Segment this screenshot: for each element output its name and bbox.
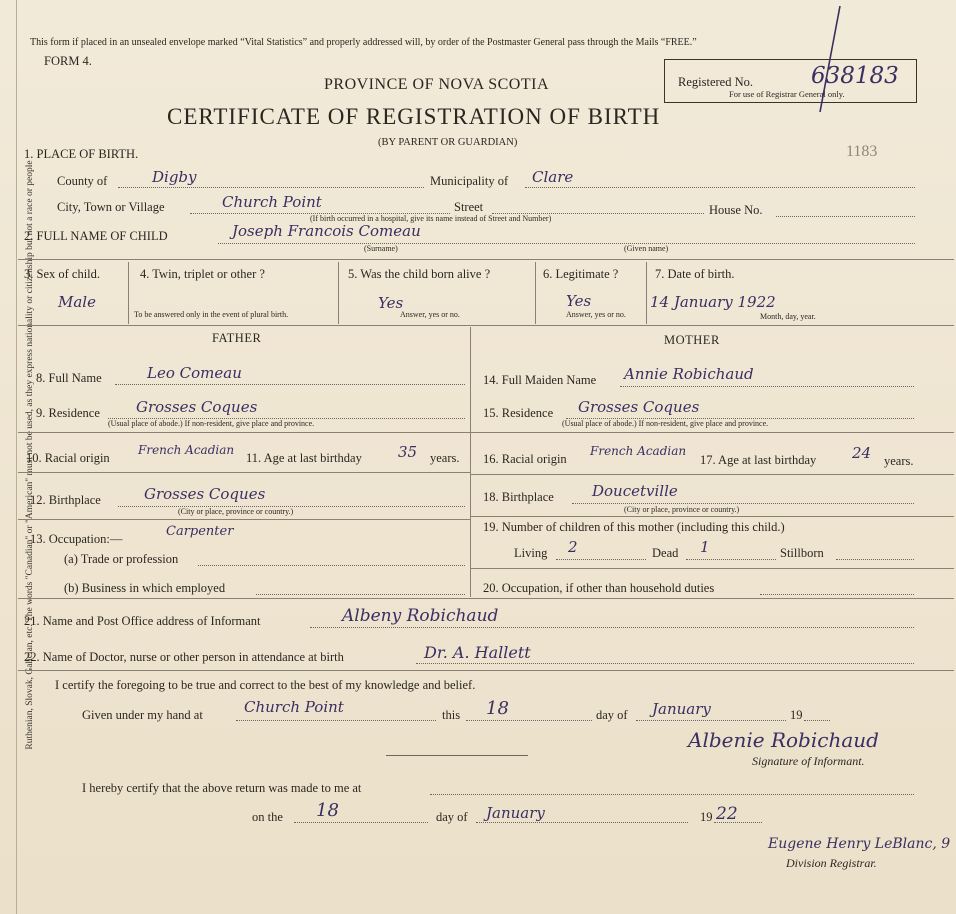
given-place-line bbox=[236, 720, 436, 721]
registered-number: 638183 bbox=[811, 63, 899, 89]
certificate-title: CERTIFICATE OF REGISTRATION OF BIRTH bbox=[167, 104, 661, 129]
mother-birthplace-line bbox=[572, 503, 914, 504]
father-age-label: 11. Age at last birthday bbox=[246, 451, 362, 465]
father-rule-c bbox=[18, 519, 470, 520]
given-year-line bbox=[804, 720, 830, 721]
divider-4 bbox=[338, 262, 339, 324]
legitimate-note: Answer, yes or no. bbox=[566, 310, 626, 319]
corner-number: 1183 bbox=[846, 143, 878, 160]
mother-name-value[interactable]: Annie Robichaud bbox=[624, 365, 754, 383]
father-birthplace-label: 12. Birthplace bbox=[30, 493, 101, 507]
mother-rule-a bbox=[470, 432, 954, 433]
registrar-year-value[interactable]: 22 bbox=[716, 804, 738, 824]
division-registrar-label: Division Registrar. bbox=[786, 856, 877, 870]
birth-date-value[interactable]: 14 January 1922 bbox=[650, 293, 776, 311]
mother-years: years. bbox=[884, 454, 914, 468]
county-value[interactable]: Digby bbox=[152, 168, 197, 186]
father-occupation-label: 13. Occupation:— bbox=[30, 532, 123, 546]
father-race-value[interactable]: French Acadian bbox=[138, 443, 235, 457]
registrar-statement: I hereby certify that the above return was made to me at bbox=[82, 781, 362, 795]
birth-date-note: Month, day, year. bbox=[760, 312, 816, 321]
given-place-value[interactable]: Church Point bbox=[244, 698, 344, 716]
mother-rule-b bbox=[470, 474, 954, 475]
legitimate-value[interactable]: Yes bbox=[566, 292, 592, 310]
given-name-note: (Given name) bbox=[624, 244, 669, 253]
mother-age-label: 17. Age at last birthday bbox=[700, 453, 817, 467]
municipality-line bbox=[525, 187, 915, 188]
mother-residence-note: (Usual place of abode.) If non-resident, give place and province. bbox=[562, 419, 769, 428]
city-label: City, Town or Village bbox=[57, 200, 165, 214]
doctor-value[interactable]: Dr. A. Hallett bbox=[424, 643, 531, 662]
signature-rule bbox=[386, 755, 528, 756]
father-residence-note: (Usual place of abode.) If non-resident, give place and province. bbox=[108, 419, 315, 428]
mother-residence-value[interactable]: Grosses Coques bbox=[578, 398, 700, 416]
father-rule-a bbox=[18, 432, 470, 433]
mother-birthplace-note: (City or place, province or country.) bbox=[624, 505, 740, 514]
mother-rule-d bbox=[470, 568, 954, 569]
informant-value[interactable]: Albeny Robichaud bbox=[342, 606, 499, 626]
child-name-value[interactable]: Joseph Francois Comeau bbox=[232, 222, 421, 240]
doctor-label: 22. Name of Doctor, nurse or other person in attendance at birth bbox=[24, 650, 344, 664]
dead-value[interactable]: 1 bbox=[700, 538, 710, 556]
informant-label: 21. Name and Post Office address of Informant bbox=[24, 614, 261, 628]
sex-label: 3. Sex of child. bbox=[24, 267, 101, 281]
given-month-line bbox=[636, 720, 786, 721]
born-alive-value[interactable]: Yes bbox=[378, 294, 404, 312]
mother-occupation-line bbox=[760, 594, 914, 595]
rule-1 bbox=[18, 259, 954, 260]
certificate-subtitle: (BY PARENT OR GUARDIAN) bbox=[378, 137, 518, 148]
doctor-line bbox=[416, 663, 914, 664]
father-residence-value[interactable]: Grosses Coques bbox=[136, 398, 258, 416]
mother-race-value[interactable]: French Acadian bbox=[590, 444, 687, 458]
father-occupation-value[interactable]: Carpenter bbox=[166, 524, 234, 539]
father-birthplace-value[interactable]: Grosses Coques bbox=[144, 485, 266, 503]
child-name-label: 2. FULL NAME OF CHILD bbox=[24, 229, 168, 243]
mother-children-label: 19. Number of children of this mother (including this child.) bbox=[483, 520, 785, 534]
registrar-place-line bbox=[430, 794, 914, 795]
mother-birthplace-label: 18. Birthplace bbox=[483, 490, 554, 504]
hospital-note: (If birth occurred in a hospital, give its name instead of Street and Number) bbox=[310, 214, 552, 223]
mother-age-value[interactable]: 24 bbox=[852, 444, 872, 462]
house-line bbox=[776, 216, 915, 217]
registered-box bbox=[664, 59, 917, 103]
left-margin-line bbox=[16, 0, 17, 914]
registrar-month-line bbox=[476, 822, 688, 823]
mother-name-label: 14. Full Maiden Name bbox=[483, 373, 597, 387]
given-under-label: Given under my hand at bbox=[82, 708, 203, 722]
father-business-line bbox=[256, 594, 465, 595]
city-value[interactable]: Church Point bbox=[222, 193, 322, 211]
father-years: years. bbox=[430, 451, 460, 465]
father-trade-line bbox=[198, 565, 465, 566]
registrar-signature[interactable]: Eugene Henry LeBlanc, 9 bbox=[768, 836, 951, 852]
father-age-value[interactable]: 35 bbox=[398, 443, 418, 461]
pen-stroke bbox=[810, 0, 850, 120]
child-name-line bbox=[218, 243, 915, 244]
street-label: Street bbox=[454, 200, 484, 214]
certify-statement: I certify the foregoing to be true and correct to the best of my knowledge and belief. bbox=[55, 678, 476, 692]
surname-note: (Surname) bbox=[364, 244, 398, 253]
place-of-birth-label: 1. PLACE OF BIRTH. bbox=[24, 147, 139, 161]
registrar-year-line bbox=[714, 822, 762, 823]
mother-race-label: 16. Racial origin bbox=[483, 452, 567, 466]
divider-6 bbox=[646, 262, 647, 324]
living-line bbox=[556, 559, 646, 560]
stillborn-line bbox=[836, 559, 914, 560]
divider-3 bbox=[128, 262, 129, 324]
father-name-value[interactable]: Leo Comeau bbox=[147, 364, 242, 382]
side-note: Ruthenian, Slovak, Galician, etc. The words "Canadian" or "American" must not be used, as they express nationality or citizenship but not a race or people bbox=[25, 160, 35, 750]
on-the-label: on the bbox=[252, 810, 283, 824]
province-title: PROVINCE OF NOVA SCOTIA bbox=[324, 76, 550, 93]
center-divider bbox=[470, 327, 471, 597]
father-name-line bbox=[115, 384, 465, 385]
mother-rule-c bbox=[470, 516, 954, 517]
mother-birthplace-value[interactable]: Doucetville bbox=[592, 482, 678, 500]
father-business-label: (b) Business in which employed bbox=[64, 581, 226, 595]
twin-label: 4. Twin, triplet or other ? bbox=[140, 267, 265, 281]
twin-note: To be answered only in the event of plural birth. bbox=[134, 310, 289, 319]
stillborn-label: Stillborn bbox=[780, 546, 824, 560]
mother-name-line bbox=[620, 386, 914, 387]
birth-date-label: 7. Date of birth. bbox=[655, 267, 735, 281]
father-race-label: 10. Racial origin bbox=[26, 451, 110, 465]
this-label: this bbox=[442, 708, 461, 722]
born-alive-label: 5. Was the child born alive ? bbox=[348, 267, 491, 281]
mother-heading: MOTHER bbox=[664, 333, 720, 347]
given-month-value[interactable]: January bbox=[652, 700, 711, 718]
father-rule-b bbox=[18, 472, 470, 473]
county-line bbox=[118, 187, 424, 188]
father-residence-label: 9. Residence bbox=[36, 406, 100, 420]
signature-of-informant-label: Signature of Informant. bbox=[752, 754, 865, 768]
house-number-label: House No. bbox=[709, 203, 763, 217]
dead-label: Dead bbox=[652, 546, 679, 560]
given-day-line bbox=[466, 720, 592, 721]
mother-residence-label: 15. Residence bbox=[483, 406, 554, 420]
given-year-prefix: 19 bbox=[790, 708, 803, 722]
legitimate-label: 6. Legitimate ? bbox=[543, 267, 619, 281]
given-day-value[interactable]: 18 bbox=[486, 698, 509, 719]
county-label: County of bbox=[57, 174, 108, 188]
father-trade-label: (a) Trade or profession bbox=[64, 552, 179, 566]
mother-occupation-label: 20. Occupation, if other than household duties bbox=[483, 581, 715, 595]
dead-line bbox=[686, 559, 776, 560]
registrar-use-note: For use of Registrar General only. bbox=[729, 89, 845, 99]
registered-label: Registered No. bbox=[678, 75, 753, 89]
mail-note: This form if placed in an unsealed envelope marked “Vital Statistics” and properly addressed will, by order of the Postmaster General pass through the Mails “FREE.” bbox=[30, 37, 697, 48]
registrar-year-prefix: 19 bbox=[700, 810, 713, 824]
sex-value[interactable]: Male bbox=[58, 293, 96, 311]
informant-signature[interactable]: Albenie Robichaud bbox=[688, 728, 879, 752]
rule-3 bbox=[18, 598, 954, 599]
rule-2 bbox=[18, 325, 954, 326]
living-value[interactable]: 2 bbox=[568, 538, 578, 556]
registrar-day-of-label: day of bbox=[436, 810, 468, 824]
registrar-day-line bbox=[294, 822, 428, 823]
rule-4 bbox=[18, 670, 954, 671]
municipality-value[interactable]: Clare bbox=[532, 168, 574, 186]
born-alive-note: Answer, yes or no. bbox=[400, 310, 460, 319]
living-label: Living bbox=[514, 546, 548, 560]
registrar-day-value[interactable]: 18 bbox=[316, 800, 339, 821]
day-of-label: day of bbox=[596, 708, 628, 722]
form-number: FORM 4. bbox=[44, 54, 92, 68]
divider-5 bbox=[535, 262, 536, 324]
father-name-label: 8. Full Name bbox=[36, 371, 102, 385]
informant-line bbox=[310, 627, 914, 628]
registrar-month-value[interactable]: January bbox=[486, 804, 545, 822]
father-birthplace-note: (City or place, province or country.) bbox=[178, 507, 294, 516]
father-heading: FATHER bbox=[212, 331, 262, 345]
municipality-label: Municipality of bbox=[430, 174, 509, 188]
